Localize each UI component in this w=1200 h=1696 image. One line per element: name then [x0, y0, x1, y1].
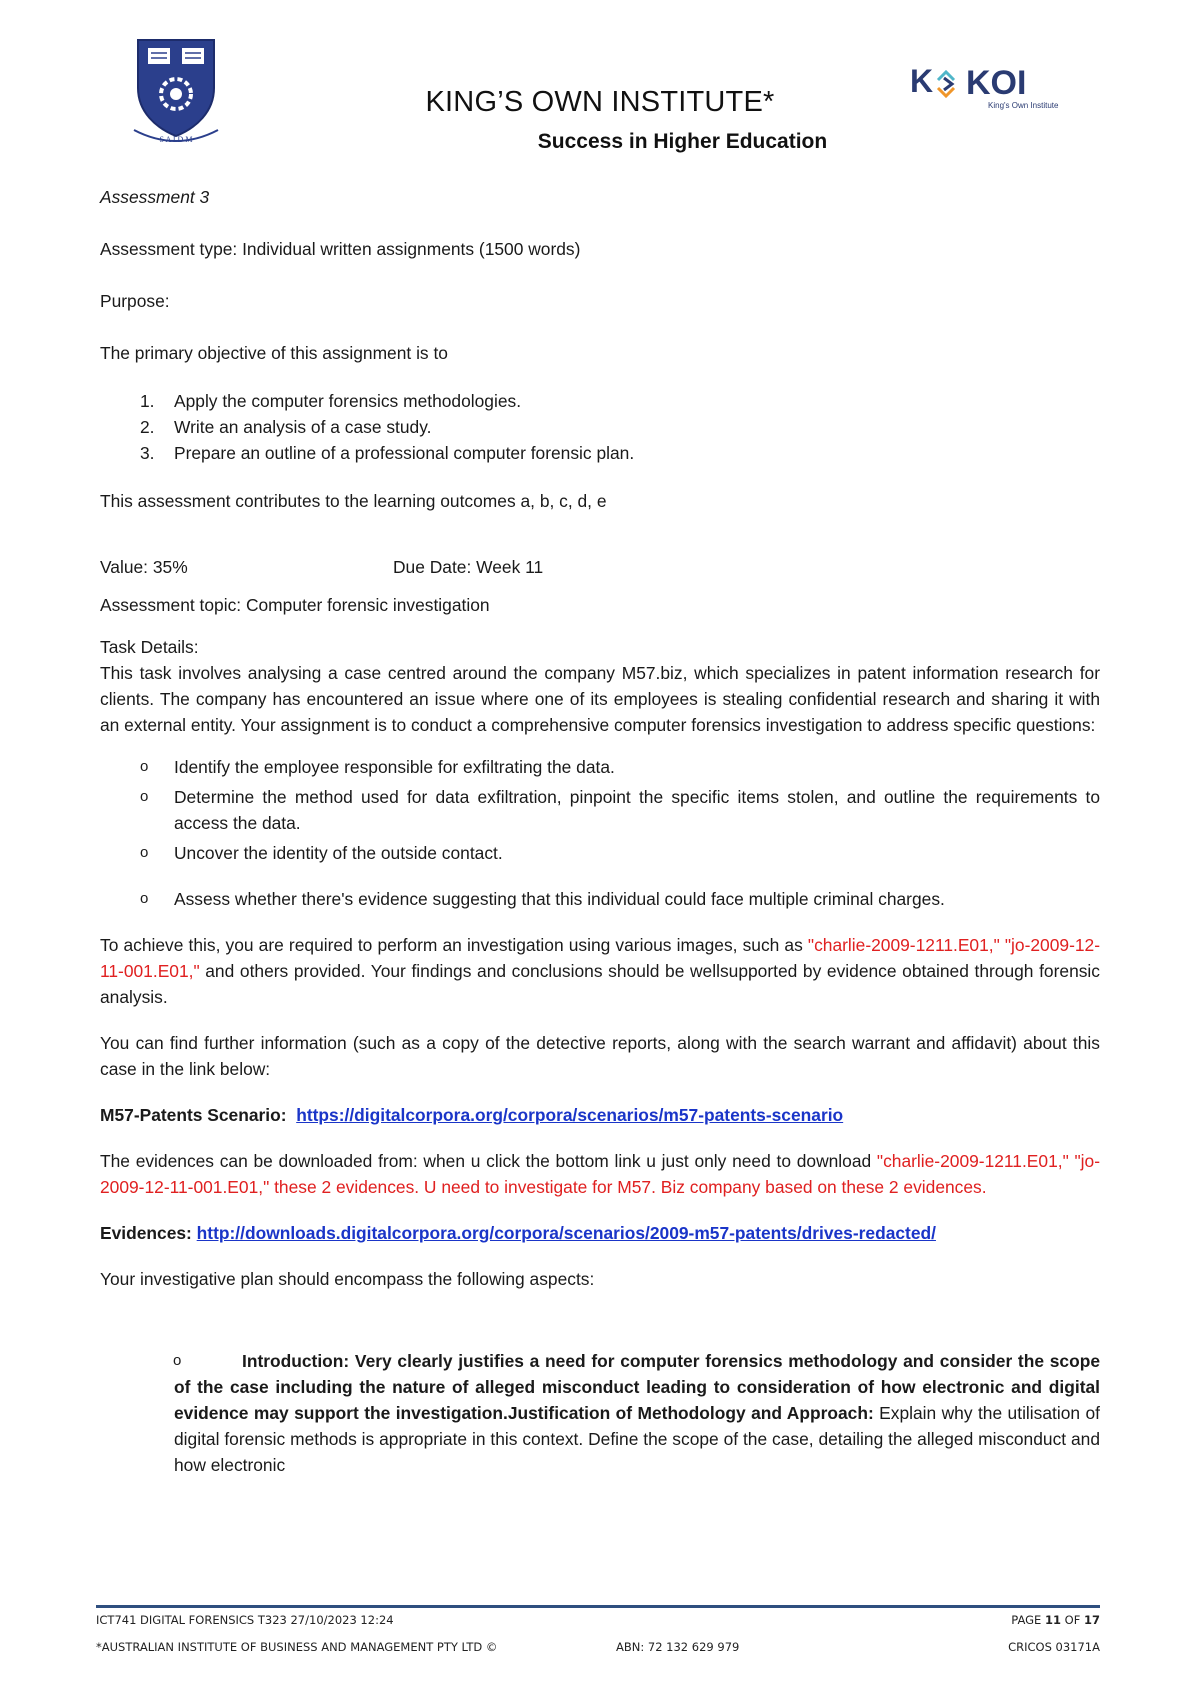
due-date: Due Date: Week 11: [393, 557, 544, 577]
institute-tagline: Success in Higher Education: [537, 130, 828, 153]
svg-text:K: K: [910, 63, 934, 99]
footer-page-number: PAGE 11 OF 17: [1011, 1613, 1100, 1627]
scenario-line: [100, 1102, 1100, 1128]
task-details-label: Task Details:: [100, 637, 199, 657]
document-body: [100, 184, 1100, 1478]
evidence-image-names: "charlie-2009-1211.E01," "jo-2009-12-11-001.E01,": [100, 935, 1100, 981]
list-item: o Uncover the identity of the outside contact.: [140, 843, 503, 863]
download-paragraph: The evidences can be downloaded from: when u click the bottom link u just only need to download "charlie-2009-1211.E01," "jo-2009-12-11-001.E01," these 2 evidences. U need to investigate for M57. Biz company based on these 2 evidences.: [100, 1151, 1100, 1197]
evidences-link[interactable]: http://downloads.digitalcorpora.org/corpora/scenarios/2009-m57-patents/drives-redacted/: [196, 1223, 936, 1243]
scenario-link[interactable]: https://digitalcorpora.org/corpora/scenarios/m57-patents-scenario: [296, 1105, 844, 1125]
questions-list: [100, 754, 1100, 912]
achieve-paragraph: To achieve this, you are required to perform an investigation using various images, such as "charlie-2009-1211.E01," "jo-2009-12-11-001.E01," and others provided. Your findings and conclusions should be wellsupported by evidence obtained through forensic analysis.: [100, 935, 1100, 1007]
footer-rule: [96, 1605, 1100, 1608]
further-info: You can find further information (such as a copy of the detective reports, along with the search warrant and affidavit) about this case in the link below:: [100, 1033, 1100, 1079]
assessment-type: Assessment type: Individual written assignments (1500 words): [100, 239, 581, 259]
plan-intro: Your investigative plan should encompass the following aspects:: [100, 1269, 595, 1289]
assessment-topic: Assessment topic: Computer forensic investigation: [100, 595, 490, 615]
introduction-text: Explain why the utilisation of digital forensic methods is appropriate in this context. Define the scope of the case, detailing the alleged misconduct and how electronic: [174, 1403, 1100, 1475]
list-item: 1. Apply the computer forensics methodologies.: [140, 391, 522, 411]
footer-abn: ABN: 72 132 629 979: [616, 1640, 740, 1654]
list-item: o Assess whether there's evidence suggesting that this individual could face multiple criminal charges.: [140, 889, 945, 909]
introduction-bold: Introduction: Very clearly justifies a need for computer forensics methodology and consider the scope of the case including the nature of alleged misconduct leading to consideration of how electronic and digital evidence may support the investigation.Justification of Methodology and Approach:: [174, 1351, 1100, 1423]
objective-intro: The primary objective of this assignment is to: [100, 343, 448, 363]
download-instructions: "charlie-2009-1211.E01," "jo-2009-12-11-001.E01," these 2 evidences. U need to investigate for M57. Biz company based on these 2 evidences.: [100, 1151, 1100, 1197]
crest-motto: S A I D M: [159, 135, 193, 144]
footer-cricos: CRICOS 03171A: [1008, 1640, 1100, 1654]
koi-logo-subtext: King's Own Institute: [988, 101, 1059, 110]
task-details-text: This task involves analysing a case centred around the company M57.biz, which specializes in patent information research for clients. The company has encountered an issue where one of its employees is stealing confidential research and sharing it with an external entity. Your assignment is to conduct a comprehensive computer forensics investigation to address specific questions:: [100, 663, 1100, 735]
koi-logo-text: KOI: [966, 64, 1027, 102]
list-item: 3. Prepare an outline of a professional computer forensic plan.: [140, 443, 635, 463]
list-item: o Determine the method used for data exfiltration, pinpoint the specific items stolen, and outline the requirements to access the data.: [140, 787, 1100, 833]
koi-logo: [908, 58, 1078, 118]
institute-title: KING’S OWN INSTITUTE*: [425, 86, 775, 118]
purpose-label: Purpose:: [100, 291, 170, 311]
footer-company: *AUSTRALIAN INSTITUTE OF BUSINESS AND MANAGEMENT PTY LTD ©: [96, 1640, 498, 1654]
footer-course: ICT741 DIGITAL FORENSICS T323 27/10/2023 12:24: [96, 1613, 394, 1627]
list-item: 2. Write an analysis of a case study.: [140, 417, 432, 437]
evidences-line: [100, 1220, 1100, 1246]
assessment-value: Value: 35%: [100, 557, 188, 577]
value-due-row: [100, 554, 1100, 580]
list-item: o Identify the employee responsible for exfiltrating the data.: [140, 757, 615, 777]
introduction-item: o Introduction: Very clearly justifies a need for computer forensics methodology and consider the scope of the case including the nature of alleged misconduct leading to consideration of how electronic and digital evidence may support the investigation.Justification of Methodology and Approach: Explain why the utilisation of digital forensic methods is appropriate in this context. Define the scope of the case, detailing the alleged misconduct and how electronic: [173, 1351, 1100, 1475]
scenario-label: M57-Patents Scenario:: [100, 1105, 287, 1125]
learning-outcomes: This assessment contributes to the learning outcomes a, b, c, d, e: [100, 491, 607, 511]
evidences-label: Evidences:: [100, 1223, 192, 1243]
assessment-title: Assessment 3: [100, 187, 210, 207]
objectives-list: [100, 388, 1100, 466]
